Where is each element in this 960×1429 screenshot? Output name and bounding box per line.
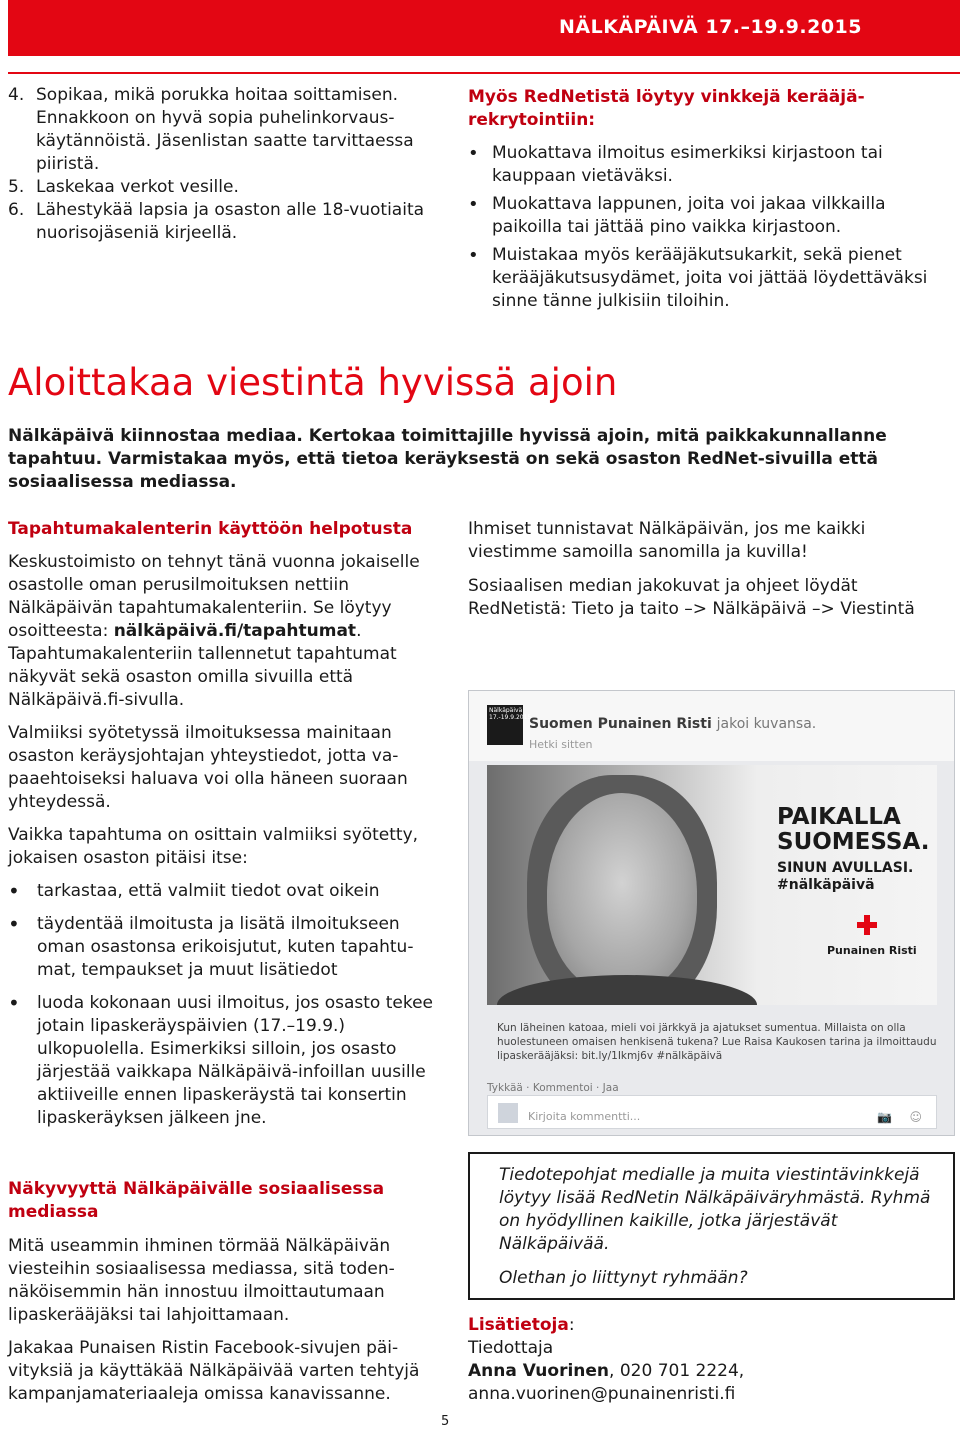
subheading-calendar: Tapahtumakalenterin käyttöön helpotusta xyxy=(8,519,413,539)
campaign-image xyxy=(487,765,937,1005)
list-item: 5. Laskekaa verkot vesille. xyxy=(8,177,239,197)
avatar xyxy=(498,1103,518,1123)
post-time: Hetki sitten xyxy=(529,738,593,751)
paragraph: Tiedotepohjat medialle ja muita viestintävinkkejä löytyy lisää RedNetin Nälkäpäiväryhmästä. Ryhmä on hyödyllinen kaikille, jotka järjestävät Nälkäpäivää. xyxy=(499,1165,931,1254)
left-column xyxy=(8,518,438,1140)
tip-box xyxy=(468,1152,955,1300)
divider xyxy=(8,72,960,74)
portrait-shoulders xyxy=(497,975,757,1005)
list-item: • tarkastaa, että valmiit tiedot ovat oikein xyxy=(8,880,438,903)
banner-title: NÄLKÄPÄIVÄ 17.–19.9.2015 xyxy=(559,16,862,38)
paragraph: Ihmiset tunnistavat Nälkäpäivän, jos me kaikki viestimme samoilla sanomilla ja kuvilla! xyxy=(468,519,866,562)
right-column xyxy=(468,518,948,632)
page-number: 5 xyxy=(441,1414,450,1429)
paragraph: Sosiaalisen median jakokuvat ja ohjeet löydät RedNetistä: Tieto ja taito –> Nälkäpäivä –> Viestintä xyxy=(468,576,915,619)
contact-email[interactable]: anna.vuorinen@punainenristi.fi xyxy=(468,1384,736,1404)
page-name: Suomen Punainen Risti jakoi kuvansa. xyxy=(529,716,817,732)
paragraph: Jakakaa Punaisen Ristin Facebook-sivujen päivityksiä ja käyttäkää Nälkäpäivää varten tehtyjä kampanjamateriaaleja omissa kanavissanne. xyxy=(8,1338,420,1404)
poster-brand: Punainen Risti xyxy=(827,944,917,957)
list-item: • Muokattava ilmoitus esimerkiksi kirjastoon tai kauppaan vietäväksi. xyxy=(468,142,948,188)
poster-headline: PAIKALLA SUOMESSA. xyxy=(777,804,930,855)
post-actions[interactable]: Tykkää · Kommentoi · Jaa xyxy=(487,1082,619,1094)
paragraph: Mitä useammin ihminen törmää Nälkäpäivän viesteihin sosiaalisessa mediassa, sitä todennäköisemmin hän innostuu ilmoittautumaan lipaskerääjäksi tai lahjoittamaan. xyxy=(8,1236,395,1325)
poster-subline: SINUN AVULLASI. #nälkäpäivä xyxy=(777,860,914,893)
paragraph: Vaikka tapahtuma on osittain valmiiksi syötetty, jokaisen osaston pitäisi itse: xyxy=(8,825,419,868)
red-cross-icon xyxy=(857,915,877,935)
post-header xyxy=(469,691,955,761)
left-column-bottom xyxy=(8,1235,438,1416)
list-item: 4. Sopikaa, mikä porukka hoitaa soittamisen. Ennakkoon on hyvä sopia puhelinkorvauskäytännöistä. Jäsenlistan saatte tarvittaessa piiristä. xyxy=(8,85,414,174)
contact-heading: Lisätietoja xyxy=(468,1315,569,1335)
camera-icon[interactable]: 📷 xyxy=(877,1110,892,1124)
calendar-link[interactable]: nälkäpäivä.fi/tapahtumat xyxy=(113,621,357,641)
rednet-tips xyxy=(468,86,948,318)
contact-info: Lisätietoja: Tiedottaja Anna Vuorinen, 020 701 2224, anna.vuorinen@punainenristi.fi xyxy=(468,1314,948,1406)
smiley-icon[interactable]: ☺ xyxy=(909,1110,922,1124)
contact-name: Anna Vuorinen xyxy=(468,1361,610,1381)
list-item: • luoda kokonaan uusi ilmoitus, jos osasto tekee jotain lipaskeräyspäivien (17.–19.9.) ulkopuolella. Esimerkiksi silloin, jos osasto järjestää vaikkapa Nälkäpäivä-infoillan uusille aktiiveille ennen lipaskeräystä tai konsertin lipaskeräyksen jälkeen jne. xyxy=(8,992,438,1130)
portrait-face xyxy=(547,793,697,993)
intro-paragraph: Nälkäpäivä kiinnostaa mediaa. Kertokaa toimittajille hyvissä ajoin, mitä paikkakunnallanne tapahtuu. Varmistakaa myös, että tietoa keräyksestä on sekä osaston RedNet-sivuilla että sosiaalisessa mediassa. xyxy=(8,426,887,492)
rednet-heading: Myös RedNetistä löytyy vinkkejä kerääjärekrytointiin: xyxy=(468,87,865,130)
contact-role: Tiedottaja xyxy=(468,1338,554,1358)
list-item: 6. Lähestykää lapsia ja osaston alle 18-vuotiaita nuorisojäseniä kirjeellä. xyxy=(8,200,425,243)
list-item: • Muistakaa myös kerääjäkutsukarkit, sekä pienet kerääjäkutsusydämet, joita voi jättää löydettäväksi sinne tänne julkisiin tiloihin. xyxy=(468,244,948,313)
list-item: • täydentää ilmoitusta ja lisätä ilmoitukseen oman osastonsa erikoisjutut, kuten tapahtumat, tempaukset ja muut lisätiedot xyxy=(8,913,438,982)
comment-input[interactable] xyxy=(487,1095,937,1129)
numbered-list xyxy=(8,84,438,245)
section-headline: Aloittakaa viestintä hyvissä ajoin xyxy=(8,361,618,404)
post-text: Kun läheinen katoaa, mieli voi järkkyä ja ajatukset sumentua. Millaista on olla huolestuneen omaisen henkisenä tukena? Lue Raisa Kaukosen tarina ja ilmoittaudu lipaskerääjäksi: bit.ly/1Ikmj6v #nälkäpäivä xyxy=(497,1022,937,1062)
list-item: • Muokattava lappunen, joita voi jakaa vilkkailla paikoilla tai jättää pino vaikka kirjastoon. xyxy=(468,193,948,239)
page-avatar: Nälkäpäivä 17.-19.9.2015 xyxy=(487,705,523,745)
paragraph: Olethan jo liittynyt ryhmään? xyxy=(499,1268,748,1288)
paragraph: Valmiiksi syötetyssä ilmoituksessa mainitaan osaston keräysjohtajan yhteystiedot, jotta vapaaehtoiseksi haluava voi olla häneen suoraan yhteydessä. xyxy=(8,723,408,812)
header-banner xyxy=(8,0,960,56)
contact-phone: , 020 701 2224, xyxy=(609,1361,745,1381)
subheading-social: Näkyvyyttä Nälkäpäivälle sosiaalisessa mediassa xyxy=(8,1179,385,1222)
comment-placeholder: Kirjoita kommentti... xyxy=(528,1110,641,1123)
facebook-post-screenshot xyxy=(468,690,955,1136)
paragraph: Keskustoimisto on tehnyt tänä vuonna jokaiselle osastolle oman perusilmoituksen nettiin Nälkäpäivän tapahtumakalenteriin. Se löytyy osoitteesta: nälkäpäivä.fi/tapahtumat. Tapahtumakalenteriin tallennetut tapahtumat näkyvät sekä osaston omilla sivuilla että Nälkäpäivä.fi-sivulla. xyxy=(8,552,420,710)
